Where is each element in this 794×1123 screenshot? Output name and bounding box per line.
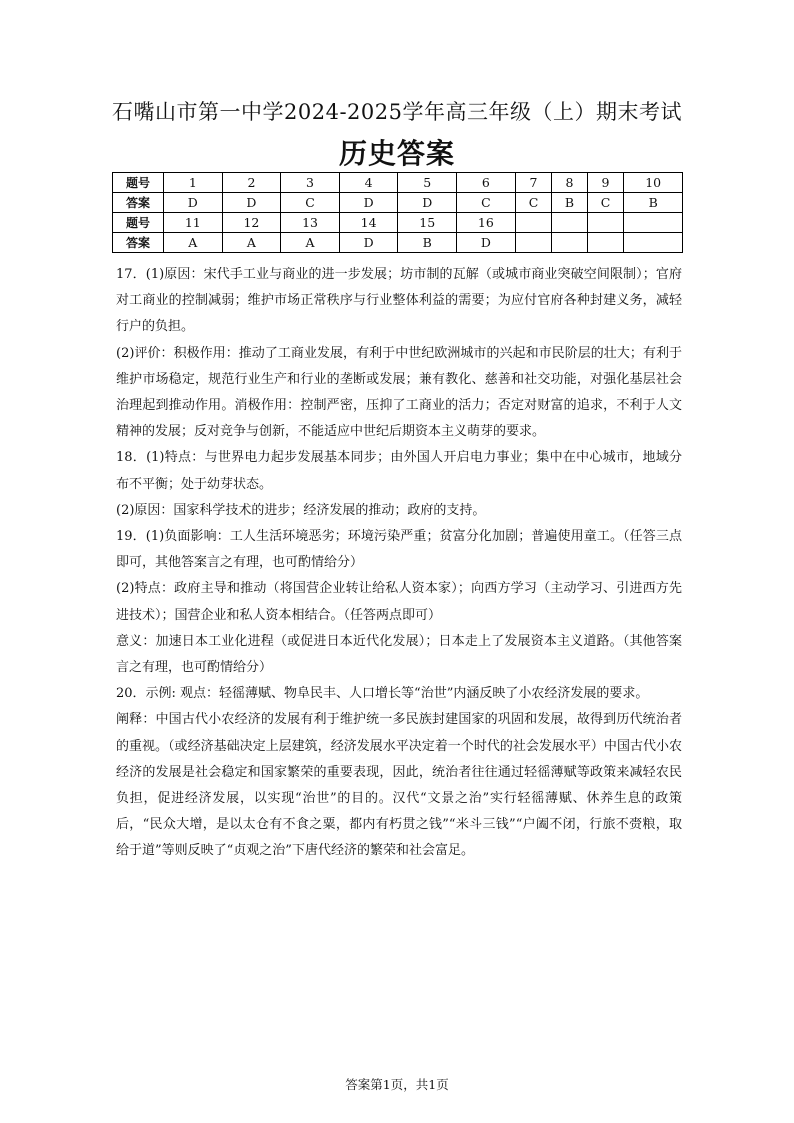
question-number (624, 213, 683, 233)
question-number (552, 213, 587, 233)
answer-cell: D (339, 193, 398, 213)
answer-cell: D (457, 233, 516, 253)
answer-cell (552, 233, 587, 253)
answer-table (112, 172, 683, 253)
answer-paragraph: 20．示例: 观点：轻徭薄赋、物阜民丰、人口增长等“治世”内涵反映了小农经济发展的要求。 (116, 686, 649, 702)
row-label: 答案 (113, 193, 164, 213)
question-number: 12 (222, 213, 281, 233)
answer-cell: C (515, 193, 552, 213)
answer-cell: C (587, 193, 624, 213)
table-row (113, 213, 683, 233)
exam-title: 石嘴山市第一中学2024-2025学年高三年级（上）期末考试 (112, 100, 682, 124)
table-row (113, 193, 683, 213)
answer-paragraph: 17．(1)原因：宋代手工业与商业的进一步发展；坊市制的瓦解（或城市商业突破空间限制）；官府对工商业的控制减弱；维护市场正常秩序与行业整体利益的需要；为应付官府各种封建义务，减轻行户的负担。 (116, 267, 682, 335)
answer-paragraph: 18．(1)特点：与世界电力起步发展基本同步；由外国人开启电力事业；集中在中心城市，地域分布不平衡；处于幼芽状态。 (116, 450, 682, 492)
answer-cell: D (398, 193, 457, 213)
question-number: 1 (164, 173, 223, 193)
answer-cell: B (398, 233, 457, 253)
question-number: 9 (587, 173, 624, 193)
question-number: 2 (222, 173, 281, 193)
question-number: 3 (281, 173, 340, 193)
row-label: 题号 (113, 173, 164, 193)
question-number: 4 (339, 173, 398, 193)
question-number: 14 (339, 213, 398, 233)
question-number (515, 213, 552, 233)
question-number: 15 (398, 213, 457, 233)
answer-cell: A (164, 233, 223, 253)
row-label: 答案 (113, 233, 164, 253)
answer-cell: B (624, 193, 683, 213)
question-number: 16 (457, 213, 516, 233)
question-number: 8 (552, 173, 587, 193)
answer-cell: D (222, 193, 281, 213)
row-label: 题号 (113, 213, 164, 233)
page-footer: 答案第1页，共1页 (345, 1077, 449, 1092)
question-number: 10 (624, 173, 683, 193)
answer-paragraph: (2)原因：国家科学技术的进步；经济发展的推动；政府的支持。 (116, 502, 486, 518)
answer-cell: B (552, 193, 587, 213)
answer-cell: C (457, 193, 516, 213)
answer-paragraph: (2)特点：政府主导和推动（将国营企业转让给私人资本家）；向西方学习（主动学习、引进西方先进技术）；国营企业和私人资本相结合。（任答两点即可） (116, 581, 682, 623)
question-number: 7 (515, 173, 552, 193)
answer-paragraph: 意义：加速日本工业化进程（或促进日本近代化发展）；日本走上了发展资本主义道路。（其他答案言之有理，也可酌情给分） (116, 633, 682, 676)
table-row (113, 233, 683, 253)
page-title: 历史答案 (338, 137, 455, 170)
question-number: 11 (164, 213, 223, 233)
answer-cell: C (281, 193, 340, 213)
answer-cell (587, 233, 624, 253)
answer-cell (624, 233, 683, 253)
answer-cell: D (164, 193, 223, 213)
question-number: 6 (457, 173, 516, 193)
answer-paragraph: (2)评价：积极作用：推动了工商业发展，有利于中世纪欧洲城市的兴起和市民阶层的壮大；有利于维护市场稳定，规范行业生产和行业的垄断或发展；兼有教化、慈善和社交功能，对强化基层社会治理起到推动作用。消极作用：控制严密，压抑了工商业的活力；否定对财富的追求，不利于人文精神的发展；反对竞争与创新，不能适应中世纪后期资本主义萌芽的要求。 (116, 345, 682, 440)
answer-body (116, 262, 682, 865)
answer-cell: A (281, 233, 340, 253)
question-number (587, 213, 624, 233)
answer-paragraph: 19．(1)负面影响：工人生活环境恶劣；环境污染严重；贫富分化加剧；普遍使用童工。（任答三点即可，其他答案言之有理，也可酌情给分） (116, 529, 682, 571)
answer-cell (515, 233, 552, 253)
answer-cell: A (222, 233, 281, 253)
answer-cell: D (339, 233, 398, 253)
question-number: 5 (398, 173, 457, 193)
question-number: 13 (281, 213, 340, 233)
answer-paragraph: 阐释：中国古代小农经济的发展有利于维护统一多民族封建国家的巩固和发展，故得到历代统治者的重视。（或经济基础决定上层建筑，经济发展水平决定着一个时代的社会发展水平）中国古代小农经济的发展是社会稳定和国家繁荣的重要表现，因此，统治者往往通过轻徭薄赋等政策来减轻农民负担，促进经济发展，以实现“治世”的目的。汉代“文景之治”实行轻徭薄赋、休养生息的政策后，“民众大增，是以太仓有不食之粟，都内有朽贯之钱”“米斗三钱”“户阖不闭，行旅不赍粮，取给于道”等则反映了“贞观之治”下唐代经济的繁荣和社会富足。 (116, 712, 682, 859)
table-row (113, 173, 683, 193)
